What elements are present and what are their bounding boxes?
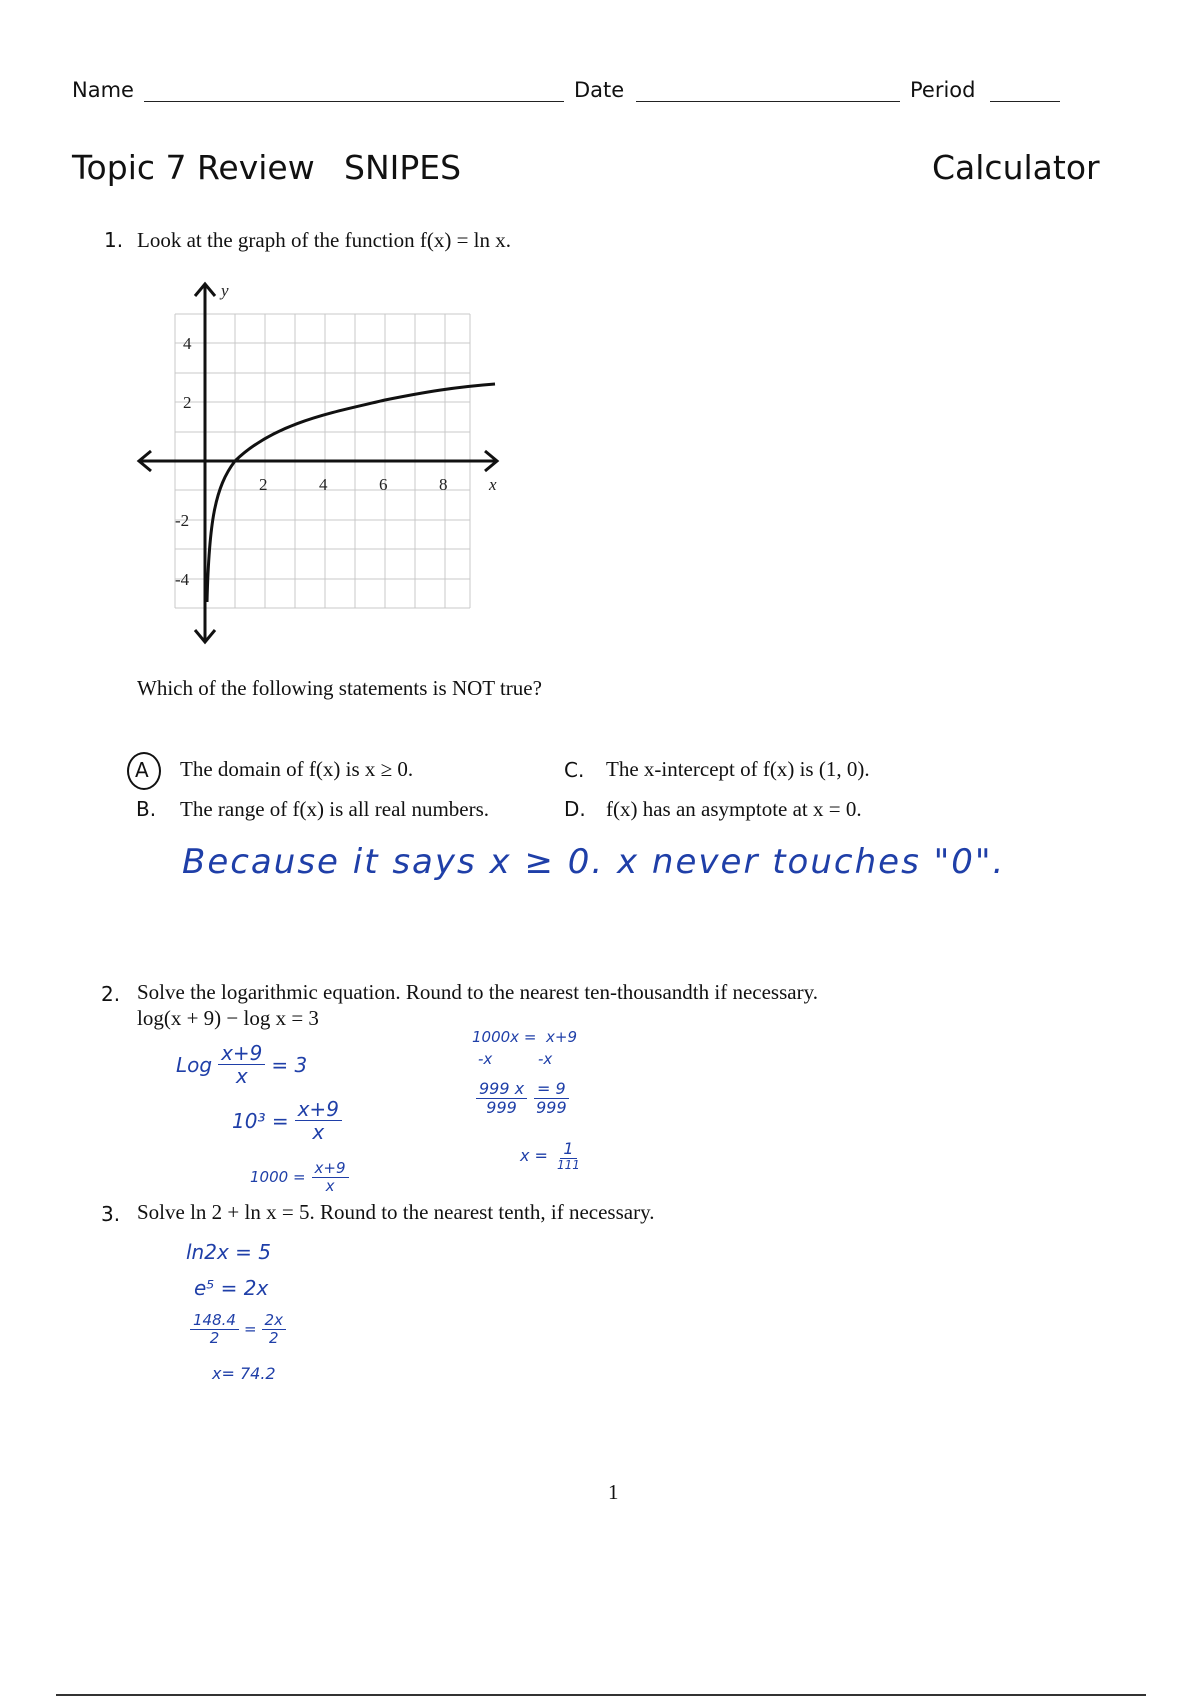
graph-axes: [139, 284, 497, 642]
x-tick-6: 6: [379, 475, 388, 494]
choice-d-text: f(x) has an asymptote at x = 0.: [606, 797, 862, 821]
x-tick-2: 2: [259, 475, 268, 494]
q2-answer: x = $\frac{1}{111}$: [520, 1139, 580, 1172]
q2-work-line2: 10³ = $\frac{x+9}{x}$: [232, 1098, 342, 1143]
choice-c-letter[interactable]: C.: [564, 758, 585, 782]
name-label: Name: [72, 78, 134, 102]
date-field[interactable]: [636, 100, 900, 102]
fraction: $\frac{x+9}{x}$: [218, 1042, 265, 1087]
choice-a-letter[interactable]: A: [135, 758, 149, 782]
x-tick-8: 8: [439, 475, 448, 494]
calculator-label: Calculator: [932, 148, 1100, 187]
q3-work-line3: $\frac{148.4}{2}$ = $\frac{2x}{2}$: [190, 1312, 286, 1346]
y-tick-neg2: -2: [175, 511, 190, 530]
q2-work-line1: Log $\frac{x+9}{x}$ = 3: [176, 1041, 308, 1088]
q3-number: 3.: [101, 1202, 121, 1226]
q2-work-divide: $\frac{999 x}{999}$ $\frac{= 9}{999}$: [476, 1080, 570, 1116]
name-field[interactable]: [144, 100, 564, 102]
period-label: Period: [910, 78, 976, 102]
y-tick-neg4: -4: [175, 570, 190, 589]
y-tick-2: 2: [183, 393, 192, 412]
y-tick-4: 4: [183, 334, 192, 353]
choice-a-text: The domain of f(x) is x ≥ 0.: [180, 757, 414, 781]
log-text: Log: [176, 1052, 213, 1077]
q1-prompt: Look at the graph of the function f(x) = ln x.: [137, 228, 511, 252]
fraction: $\frac{x+9}{x}$: [295, 1098, 342, 1143]
q3-work-line1: ln2x = 5: [186, 1240, 271, 1264]
x-tick-4: 4: [319, 475, 328, 494]
y-axis-label: y: [221, 281, 229, 300]
ln-curve: [207, 384, 495, 602]
ln-graph: [125, 272, 510, 652]
q2-equation: log(x + 9) − log x = 3: [137, 1006, 319, 1030]
choice-c-text: The x-intercept of f(x) is (1, 0).: [606, 757, 870, 781]
q2-number: 2.: [101, 982, 121, 1006]
q2-prompt: Solve the logarithmic equation. Round to the nearest ten-thousandth if necessary.: [137, 980, 818, 1004]
page-number: 1: [608, 1480, 619, 1504]
choice-b-text: The range of f(x) is all real numbers.: [180, 797, 490, 821]
q1-question: Which of the following statements is NOT true?: [137, 676, 542, 700]
page-title: Topic 7 Review: [72, 148, 315, 187]
x-axis-label: x: [489, 475, 497, 494]
choice-b-letter[interactable]: B.: [136, 797, 157, 821]
q2-work-line3: 1000 = $\frac{x+9}{x}$: [250, 1160, 349, 1194]
choice-d-letter[interactable]: D.: [564, 797, 586, 821]
q3-prompt: Solve ln 2 + ln x = 5. Round to the nearest tenth, if necessary.: [137, 1200, 655, 1224]
q3-answer: x= 74.2: [212, 1364, 276, 1383]
handwritten-explanation: Because it says x ≥ 0. x never touches "0".: [182, 842, 1006, 882]
student-name: SNIPES: [344, 148, 462, 187]
page-bottom-rule: [56, 1694, 1146, 1696]
q2-work-r1-lhs: 1000x =: [472, 1028, 537, 1046]
q2-work-r2-lhs: -x: [478, 1050, 493, 1068]
fraction: $\frac{x+9}{x}$: [312, 1160, 349, 1194]
q1-number: 1.: [104, 228, 124, 252]
q2-work-r1-rhs: x+9: [546, 1028, 577, 1046]
q2-work-r2-rhs: -x: [538, 1050, 553, 1068]
q3-work-line2: e⁵ = 2x: [194, 1276, 269, 1300]
period-field[interactable]: [990, 100, 1060, 102]
date-label: Date: [574, 78, 625, 102]
